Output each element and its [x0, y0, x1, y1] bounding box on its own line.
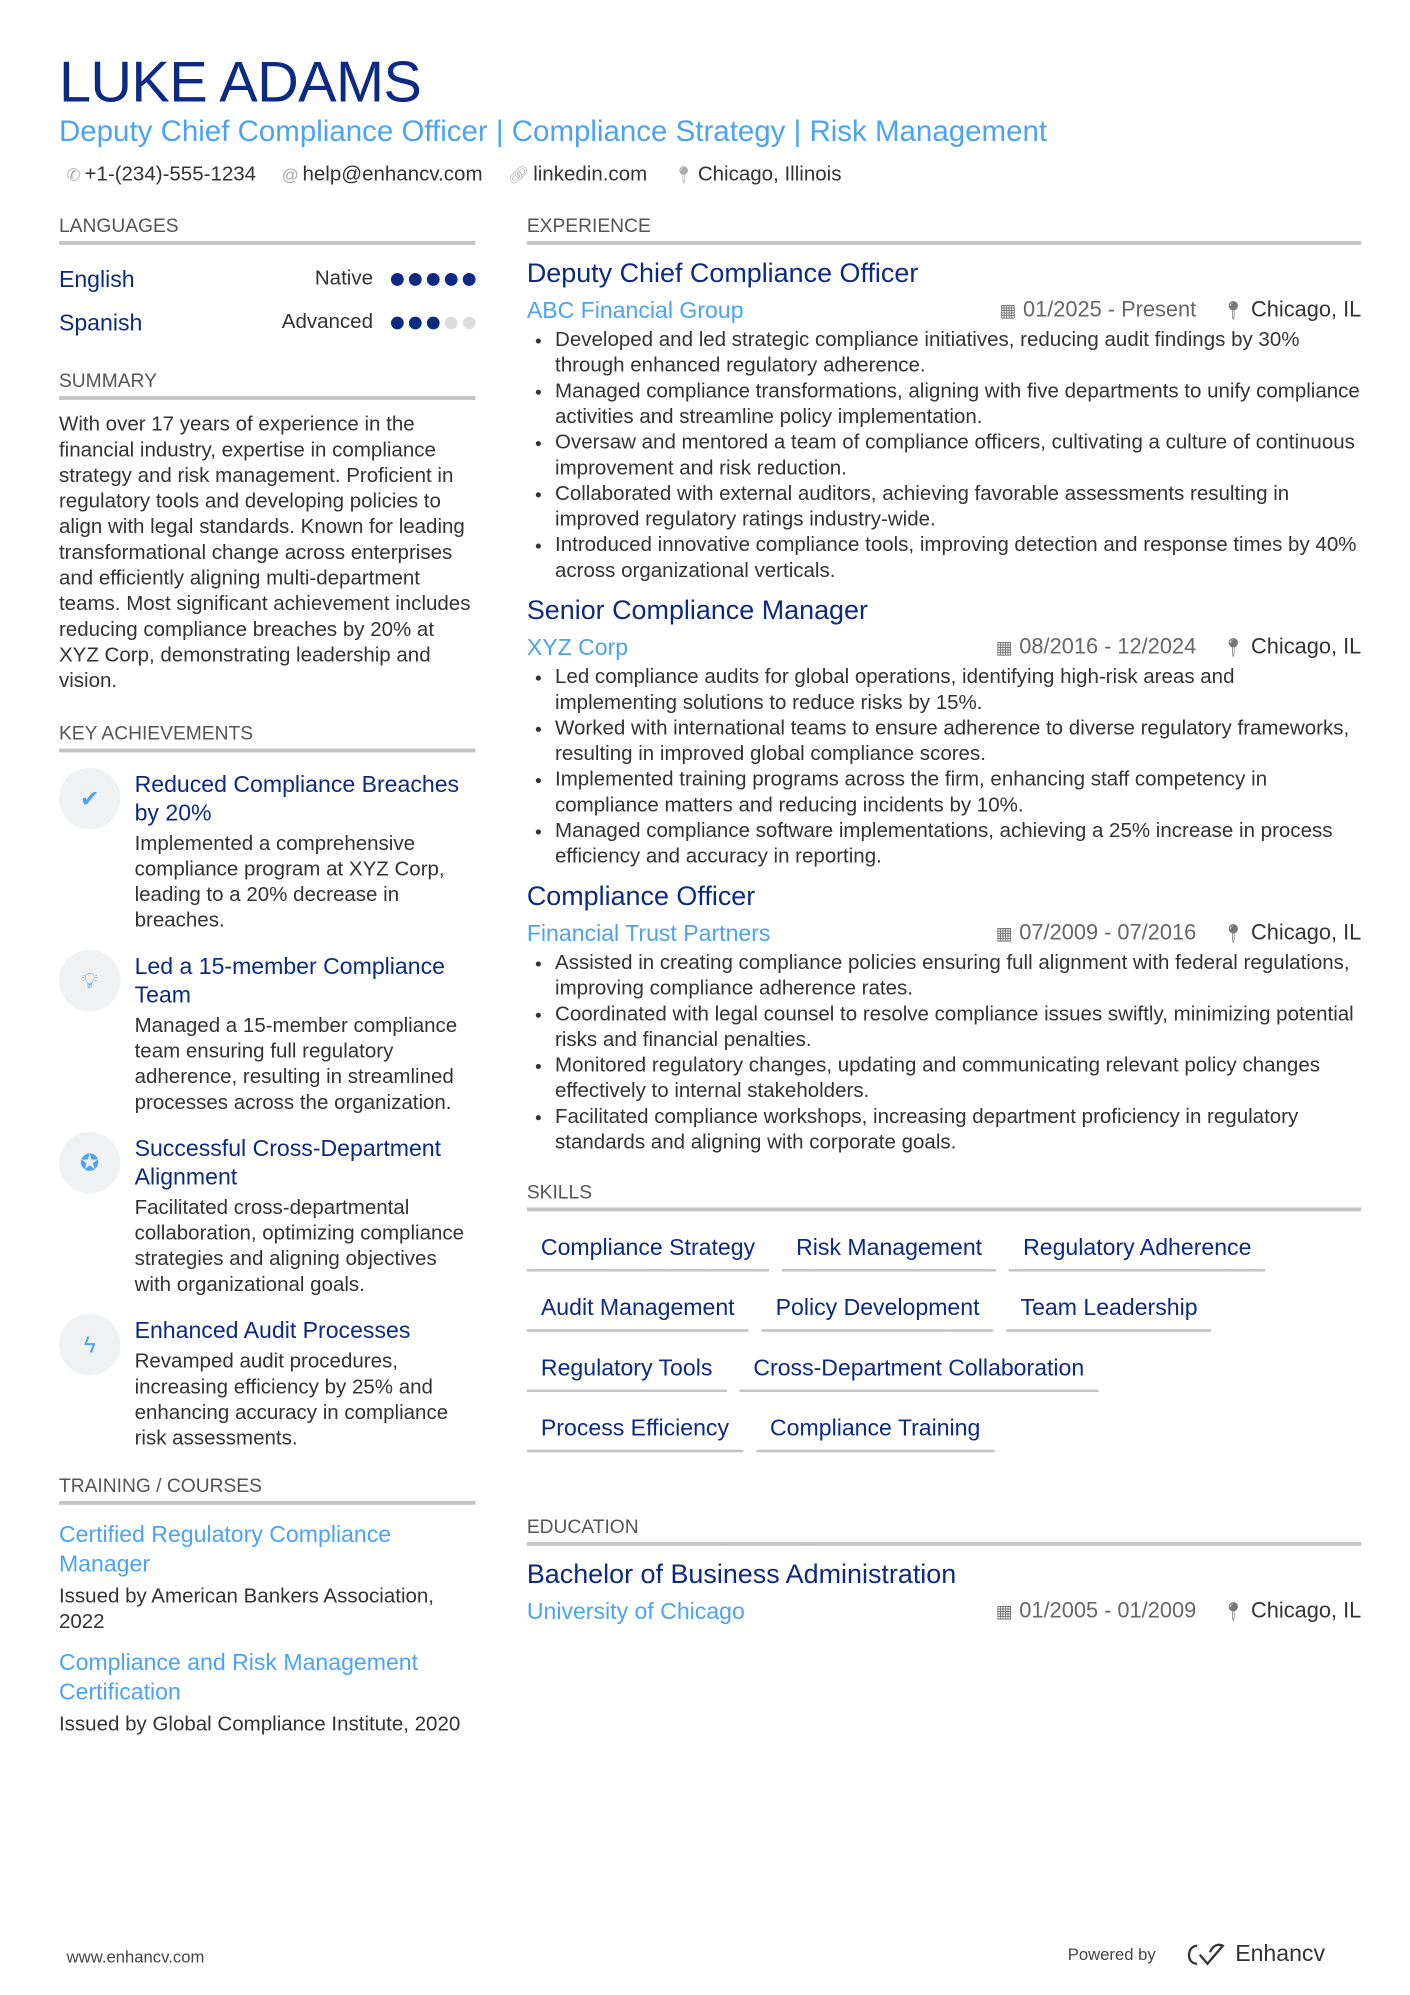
bullet-item: • Developed and led strategic compliance initiatives, reducing audit findings by 30% through enhanced regulatory adherence. — [555, 328, 1361, 379]
check-icon: ✔ — [59, 768, 121, 830]
language-level: Native — [314, 267, 374, 290]
job-bullets — [527, 951, 1361, 1156]
rating-dot — [427, 317, 440, 330]
email-text[interactable]: help@enhancv.com — [302, 164, 483, 186]
candidate-name: LUKE ADAMS — [58, 48, 422, 115]
rating-dot — [391, 273, 404, 286]
languages-heading: LANGUAGES — [59, 215, 476, 244]
bullet-item: • Facilitated compliance workshops, increasing department proficiency in regulatory standards and aligning with corporate goals. — [555, 1105, 1361, 1156]
training-item — [59, 1520, 476, 1635]
rating-dot — [445, 317, 458, 330]
job-meta — [527, 918, 1361, 949]
training-heading: TRAINING / COURSES — [59, 1475, 476, 1504]
skill-tag: Compliance Training — [756, 1407, 995, 1452]
job-dates: 07/2009 - 07/2016 — [1019, 920, 1197, 945]
bullet-item: • Managed compliance transformations, aligning with five departments to unify compliance activities and streamline policy implementation. — [555, 379, 1361, 430]
rating-dot — [409, 317, 422, 330]
left-column — [59, 215, 476, 1751]
achievements-list — [59, 770, 476, 1452]
training-issuer: Issued by American Bankers Association, 2022 — [58, 1585, 435, 1634]
job-location: Chicago, IL — [1251, 634, 1362, 659]
achievement-body — [135, 1316, 476, 1452]
bullet-item: • Worked with international teams to ensure adherence to diverse regulatory frameworks, resulting in improved global compliance scores. — [555, 717, 1361, 768]
linkedin-text[interactable]: linkedin.com — [533, 164, 648, 186]
achievement-title: Reduced Compliance Breaches by 20% — [134, 771, 460, 826]
location-pin-icon: 📍︎ — [1221, 922, 1245, 944]
education-school: University of Chicago — [526, 1598, 745, 1625]
experience-list — [527, 258, 1361, 1157]
language-level: Advanced — [281, 311, 374, 334]
achievement-item — [59, 952, 476, 1116]
phone-text: +1-(234)-555-1234 — [84, 164, 257, 186]
achievement-body — [135, 1134, 476, 1298]
experience-heading: EXPERIENCE — [527, 215, 1361, 244]
training-item — [59, 1648, 476, 1738]
location-text: Chicago, Illinois — [697, 164, 842, 186]
skills-list — [527, 1227, 1322, 1468]
language-item — [59, 301, 476, 345]
brand-name: Enhancv — [1235, 1940, 1326, 1967]
summary-heading: SUMMARY — [59, 370, 476, 399]
location-pin-icon: 📍︎ — [1221, 299, 1245, 321]
job-title: Deputy Chief Compliance Officer — [526, 258, 919, 289]
company-name[interactable]: ABC Financial Group — [526, 297, 744, 324]
skills-heading: SKILLS — [527, 1182, 1361, 1211]
footer-website[interactable]: www.enhancv.com — [66, 1947, 205, 1967]
achievement-text: Implemented a comprehensive compliance program at XYZ Corp, leading to a 20% decrease in breaches. — [134, 833, 445, 932]
phone-icon: ✆ — [66, 165, 81, 185]
bullet-item: • Oversaw and mentored a team of compliance officers, cultivating a culture of continuous improvement and risk reduction. — [555, 431, 1361, 482]
training-title: Compliance and Risk Management Certification — [58, 1649, 419, 1705]
candidate-title: Deputy Chief Compliance Officer | Compliance Strategy | Risk Management — [58, 114, 1048, 148]
summary-text: With over 17 years of experience in the financial industry, expertise in compliance strategy and risk management. Proficient in regulatory tools and developing policies to align with legal standards. Known for leading transformational change across enterprises and efficiently aligning multi-department teams. Most significant achievement includes reducing compliance breaches by 20% at XYZ Corp, demonstrating leadership and vision. — [58, 414, 471, 693]
right-column — [527, 215, 1361, 1626]
calendar-icon: ▦ — [995, 1600, 1013, 1622]
achievement-item — [59, 770, 476, 934]
training-list — [59, 1520, 476, 1738]
job-meta — [527, 632, 1361, 663]
skill-tag: Cross-Department Collaboration — [739, 1347, 1098, 1392]
training-issuer: Issued by Global Compliance Institute, 2020 — [58, 1713, 461, 1736]
location-pin-icon: 📍︎ — [672, 165, 694, 185]
footer-powered — [1068, 1941, 1325, 1968]
contact-bar — [67, 164, 842, 187]
lightning-icon: ϟ — [59, 1314, 121, 1376]
skill-tag: Team Leadership — [1006, 1287, 1211, 1332]
calendar-icon: ▦ — [995, 637, 1013, 658]
achievement-body — [135, 952, 476, 1116]
lightbulb-icon: 💡︎ — [59, 950, 121, 1012]
language-rating — [391, 317, 476, 330]
skill-tag: Risk Management — [782, 1227, 996, 1272]
company-name[interactable]: XYZ Corp — [526, 634, 629, 661]
experience-item — [527, 258, 1361, 585]
skill-tag: Regulatory Tools — [527, 1347, 727, 1392]
language-rating — [391, 273, 476, 286]
rating-dot — [463, 317, 476, 330]
language-name: Spanish — [58, 309, 143, 336]
rating-dot — [409, 273, 422, 286]
job-bullets — [527, 328, 1361, 584]
location-pin-icon: 📍︎ — [1221, 637, 1245, 658]
rating-dot — [463, 273, 476, 286]
job-meta — [527, 295, 1361, 326]
skill-tag: Regulatory Adherence — [1009, 1227, 1266, 1272]
bullet-item: • Led compliance audits for global operations, identifying high-risk areas and implementing solutions to reduce risks by 15%. — [555, 665, 1361, 716]
job-title: Senior Compliance Manager — [526, 596, 868, 626]
languages-list — [59, 258, 476, 345]
experience-item — [527, 881, 1361, 1157]
education-heading: EDUCATION — [527, 1516, 1361, 1545]
location-pin-icon: 📍︎ — [1221, 1600, 1245, 1622]
education-meta — [527, 1596, 1361, 1627]
achievement-title: Enhanced Audit Processes — [134, 1317, 411, 1344]
achievement-text: Managed a 15-member compliance team ensuring full regulatory adherence, resulting in streamlined processes across the organization. — [134, 1015, 458, 1114]
skill-tag: Process Efficiency — [527, 1407, 743, 1452]
powered-by-label: Powered by — [1067, 1944, 1156, 1964]
enhancv-logo[interactable] — [1181, 1941, 1325, 1968]
achievement-text: Revamped audit procedures, increasing efficiency by 25% and enhancing accuracy in compliance risk assessments. — [134, 1351, 449, 1450]
at-icon: @ — [281, 165, 299, 185]
company-name[interactable]: Financial Trust Partners — [526, 920, 771, 946]
job-dates: 01/2025 - Present — [1022, 297, 1197, 322]
job-location: Chicago, IL — [1251, 920, 1362, 945]
achievements-heading: KEY ACHIEVEMENTS — [59, 723, 476, 752]
link-icon: 🔗︎ — [508, 165, 530, 185]
achievement-body — [135, 770, 476, 934]
achievement-item — [59, 1134, 476, 1298]
achievement-title: Led a 15-member Compliance Team — [134, 953, 445, 1008]
award-icon: ✪ — [59, 1132, 121, 1194]
contact-linkedin[interactable] — [508, 164, 647, 187]
contact-phone — [67, 164, 256, 187]
job-dates: 08/2016 - 12/2024 — [1019, 634, 1197, 659]
education-dates: 01/2005 - 01/2009 — [1019, 1598, 1197, 1623]
enhancv-logo-icon — [1181, 1941, 1227, 1967]
achievement-text: Facilitated cross-departmental collaboration, optimizing compliance strategies and aligning objectives with organizational goals. — [134, 1197, 465, 1296]
calendar-icon: ▦ — [995, 922, 1013, 944]
contact-location — [673, 164, 842, 187]
training-title: Certified Regulatory Compliance Manager — [58, 1521, 392, 1577]
bullet-item: • Monitored regulatory changes, updating and communicating relevant policy changes effectively to internal stakeholders. — [555, 1054, 1361, 1105]
achievement-item — [59, 1316, 476, 1452]
job-location: Chicago, IL — [1251, 297, 1362, 322]
bullet-item: • Introduced innovative compliance tools, improving detection and response times by 40% across organizational verticals. — [555, 533, 1361, 584]
job-bullets — [527, 665, 1361, 870]
skill-tag: Compliance Strategy — [527, 1227, 769, 1272]
contact-email[interactable] — [282, 164, 483, 187]
achievement-title: Successful Cross-Department Alignment — [134, 1135, 442, 1190]
experience-item — [527, 595, 1361, 871]
bullet-item: • Collaborated with external auditors, achieving favorable assessments resulting in improved regulatory ratings industry-wide. — [555, 482, 1361, 533]
rating-dot — [391, 317, 404, 330]
job-title: Compliance Officer — [526, 881, 756, 912]
rating-dot — [445, 273, 458, 286]
skill-tag: Audit Management — [527, 1287, 749, 1332]
language-item — [59, 258, 476, 302]
education-degree: Bachelor of Business Administration — [526, 1559, 957, 1590]
skill-tag: Policy Development — [762, 1287, 994, 1332]
language-name: English — [58, 265, 135, 292]
rating-dot — [427, 273, 440, 286]
bullet-item: • Assisted in creating compliance policies ensuring full alignment with federal regulations, improving compliance adherence rates. — [555, 951, 1361, 1002]
calendar-icon: ▦ — [999, 299, 1017, 321]
bullet-item: • Implemented training programs across the firm, enhancing staff competency in compliance matters and reducing incidents by 10%. — [555, 768, 1361, 819]
bullet-item: • Managed compliance software implementations, achieving a 25% increase in process efficiency and accuracy in reporting. — [555, 819, 1361, 870]
bullet-item: • Coordinated with legal counsel to resolve compliance issues swiftly, minimizing potential risks and financial penalties. — [555, 1002, 1361, 1053]
education-location: Chicago, IL — [1251, 1598, 1362, 1623]
